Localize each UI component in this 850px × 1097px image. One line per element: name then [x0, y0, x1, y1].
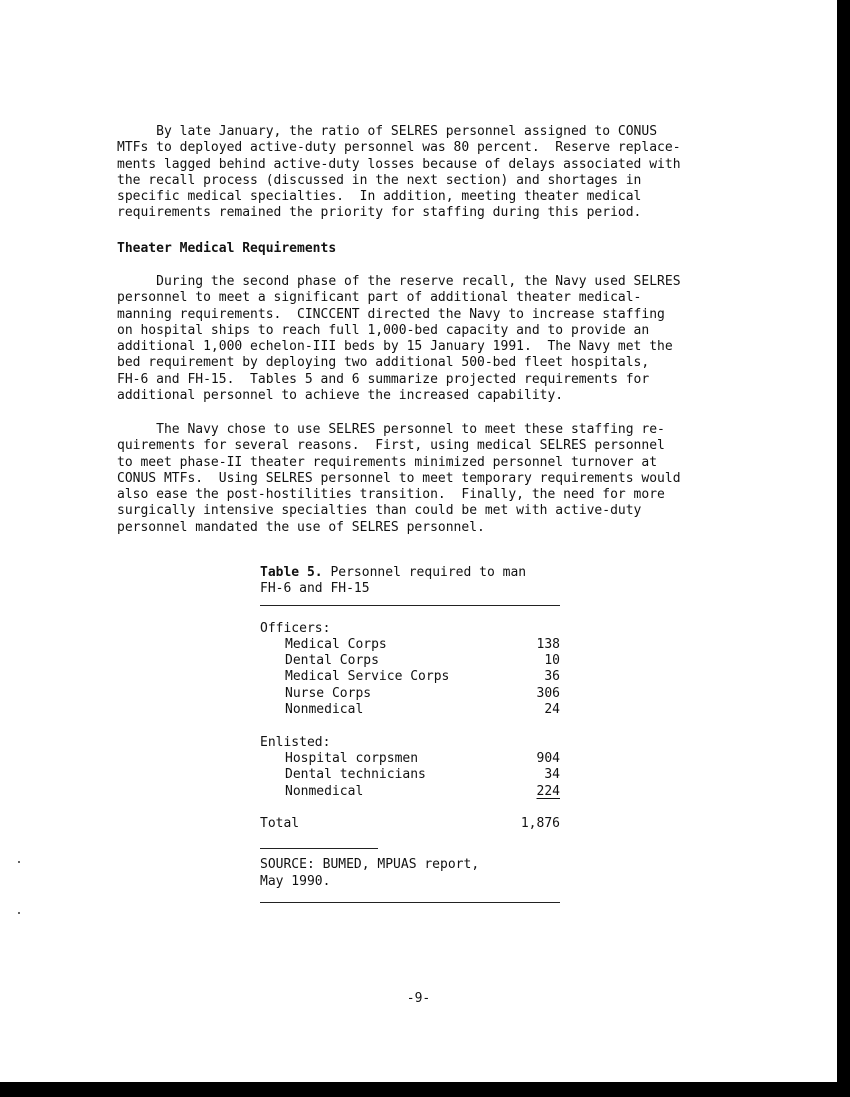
table-row	[260, 784, 560, 800]
total-label: Total	[260, 816, 300, 832]
row-label: Nonmedical	[285, 783, 364, 799]
table-row	[260, 702, 560, 718]
row-label: Dental Corps	[285, 653, 379, 669]
row-value: 10	[544, 653, 560, 669]
enlisted-heading: Enlisted:	[260, 734, 331, 750]
table-caption	[260, 565, 560, 581]
table-row	[260, 767, 560, 783]
row-label: Medical Service Corps	[285, 669, 450, 685]
row-label: Nurse Corps	[285, 685, 372, 701]
enlisted-rows	[260, 751, 560, 800]
table-row	[260, 653, 560, 669]
table-5	[260, 565, 560, 903]
total-value: 1,876	[520, 816, 560, 832]
table-caption-line2: FH-6 and FH-15	[260, 581, 370, 597]
paragraph-3: The Navy chose to use SELRES personnel to meet these staffing re- quirements for several reasons. First, using medical SELRES personnel to meet phase-II theater requirements minimized personnel turnover at CONUS MTFs. Using SELRES personnel to meet temporary requirements would also ease the post-hostilities transition. Finally, the need for more surgically intensive specialties than could be met with active-duty personnel mandated the use of SELRES personnel.	[117, 422, 681, 535]
table-row	[260, 637, 560, 653]
row-value: 224	[536, 783, 560, 799]
row-value: 904	[536, 750, 560, 766]
row-label: Medical Corps	[285, 636, 387, 652]
scan-edge-bottom	[0, 1082, 850, 1097]
table-row	[260, 751, 560, 767]
row-label: Nonmedical	[285, 702, 364, 718]
paragraph-2: During the second phase of the reserve recall, the Navy used SELRES personnel to meet a significant part of additional theater medical- manning requirements. CINCCENT directed the Navy to increase staffing on hospital ships to reach full 1,000-bed capacity and to provide an additional 1,000 echelon-III beds by 15 January 1991. The Navy met the bed requirement by deploying two additional 500-bed fleet hospitals, FH-6 and FH-15. Tables 5 and 6 summarize projected requirements for additional personnel to achieve the increased capability.	[117, 274, 681, 404]
row-value: 24	[544, 702, 560, 718]
table-bottom-rule	[260, 902, 560, 903]
row-label: Hospital corpsmen	[285, 750, 419, 766]
table-caption-label: Table 5.	[260, 565, 323, 580]
row-value: 306	[536, 685, 560, 701]
scan-edge-right	[837, 0, 850, 1097]
paragraph-1: By late January, the ratio of SELRES personnel assigned to CONUS MTFs to deployed active-duty personnel was 80 percent. Reserve replace- ments lagged behind active-duty losses because of delays associated with the recall process (discussed in the next section) and shortages in specific medical specialties. In addition, meeting theater medical requirements remained the priority for staffing during this period.	[117, 124, 681, 221]
source-line-2: May 1990.	[260, 873, 331, 889]
table-caption-text: Personnel required to man	[330, 565, 527, 580]
officers-heading: Officers:	[260, 620, 331, 636]
total-row	[260, 816, 560, 832]
table-row	[260, 686, 560, 702]
officers-rows	[260, 637, 560, 718]
row-label: Dental technicians	[285, 767, 426, 783]
scan-speck	[18, 912, 20, 914]
source-line-1: SOURCE: BUMED, MPUAS report,	[260, 857, 480, 873]
section-heading: Theater Medical Requirements	[117, 241, 337, 256]
page-number: -9-	[406, 991, 431, 1006]
row-value: 36	[544, 669, 560, 685]
row-value: 138	[536, 636, 560, 652]
scan-speck	[18, 861, 20, 863]
table-row	[260, 669, 560, 685]
row-value: 34	[544, 767, 560, 783]
